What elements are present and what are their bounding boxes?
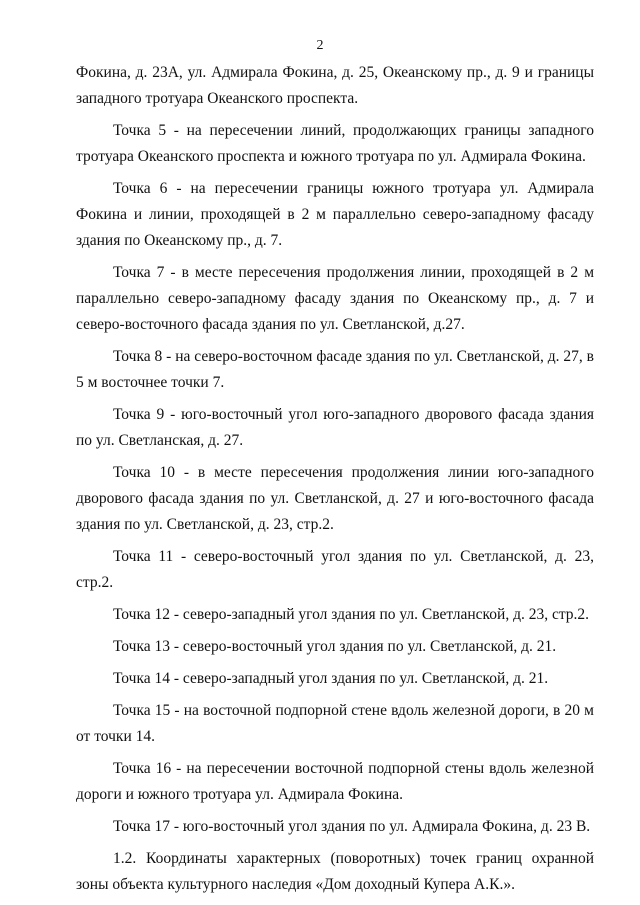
paragraph-point-16: Точка 16 - на пересечении восточной подпорной стены вдоль железной дороги и южного тротуара ул. Адмирала Фокина. xyxy=(76,760,594,803)
paragraph-point-7: Точка 7 - в месте пересечения продолжения линии, проходящей в 2 м параллельно северо-западному фасаду здания по Океанскому пр., д. 7 и северо-восточного фасада здания по ул. Светланской, д.27. xyxy=(76,264,594,333)
paragraph-point-8: Точка 8 - на северо-восточном фасаде здания по ул. Светланской, д. 27, в 5 м восточнее точки 7. xyxy=(76,348,594,391)
paragraph-point-13: Точка 13 - северо-восточный угол здания по ул. Светланской, д. 21. xyxy=(113,638,557,655)
paragraph-point-17: Точка 17 - юго-восточный угол здания по ул. Адмирала Фокина, д. 23 В. xyxy=(113,818,591,835)
paragraph-continuation: Фокина, д. 23А, ул. Адмирала Фокина, д. 25, Океанскому пр., д. 9 и границы западного тротуара Океанского проспекта. xyxy=(76,64,594,107)
paragraph-point-12: Точка 12 - северо-западный угол здания по ул. Светланской, д. 23, стр.2. xyxy=(113,606,590,623)
paragraph-point-14: Точка 14 - северо-западный угол здания по ул. Светланской, д. 21. xyxy=(113,670,549,687)
paragraph-point-15: Точка 15 - на восточной подпорной стене вдоль железной дороги, в 20 м от точки 14. xyxy=(76,702,594,745)
paragraph-point-9: Точка 9 - юго-восточный угол юго-западного дворового фасада здания по ул. Светланская, д. 27. xyxy=(76,406,594,449)
paragraph-point-6: Точка 6 - на пересечении границы южного тротуара ул. Адмирала Фокина и линии, проходящей в 2 м параллельно северо-западному фасаду здания по Океанскому пр., д. 7. xyxy=(76,180,594,249)
page-number: 2 xyxy=(316,38,324,53)
paragraph-point-5: Точка 5 - на пересечении линий, продолжающих границы западного тротуара Океанского проспекта и южного тротуара по ул. Адмирала Фокина. xyxy=(76,122,594,165)
paragraph-point-10: Точка 10 - в месте пересечения продолжения линии юго-западного дворового фасада здания по ул. Светланской, д. 27 и юго-восточного фасада здания по ул. Светланской, д. 23, стр.2. xyxy=(76,464,594,533)
document-body xyxy=(76,60,594,904)
paragraph-point-11: Точка 11 - северо-восточный угол здания по ул. Светланской, д. 23, стр.2. xyxy=(76,548,594,591)
paragraph-section-1-2: 1.2. Координаты характерных (поворотных) точек границ охранной зоны объекта культурного наследия «Дом доходный Купера А.К.». xyxy=(76,850,594,893)
